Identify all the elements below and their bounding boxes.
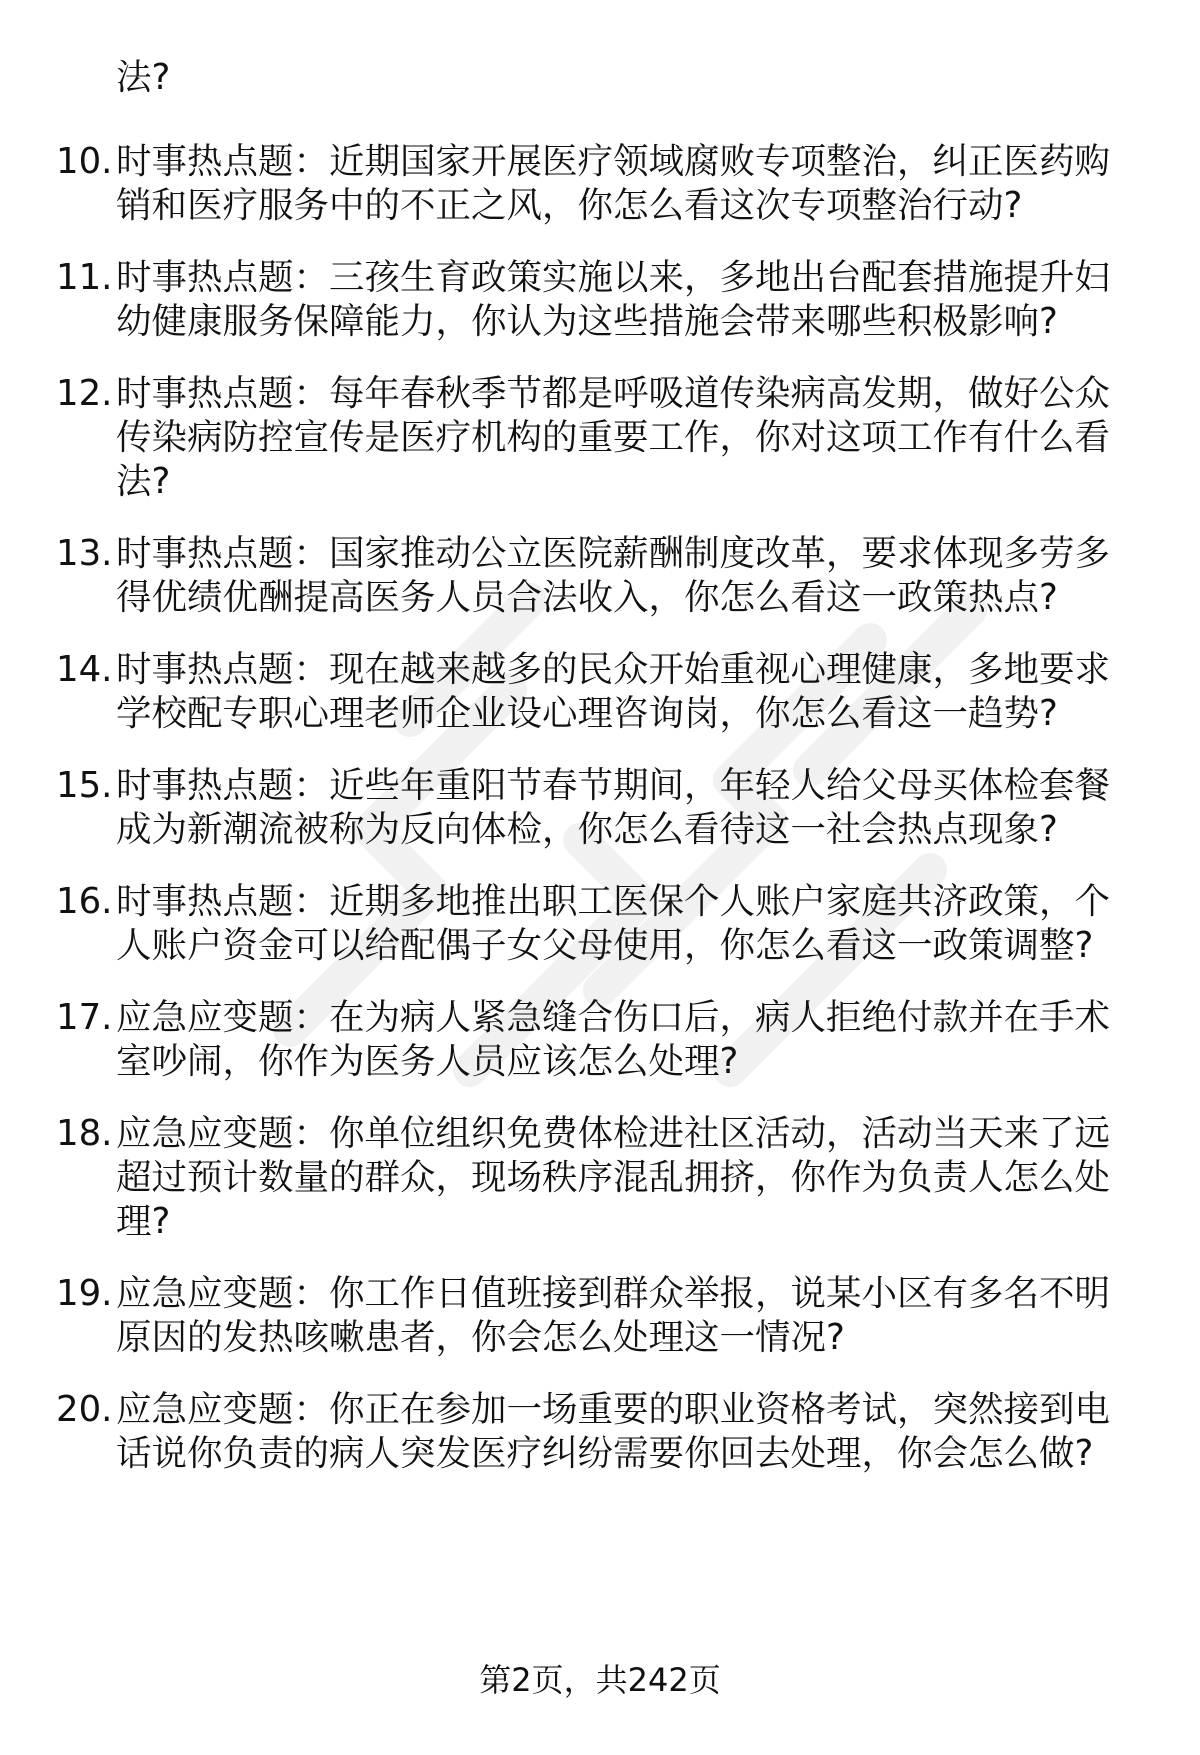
question-text-line: 得优绩优酬提高医务人员合法收入，你怎么看这一政策热点? [116,577,1058,618]
question-text-line: 应急应变题：你单位组织免费体检进社区活动，活动当天来了远 [116,1113,1111,1154]
question-number: 12. [56,373,113,414]
question-number: 18. [56,1113,113,1154]
question-text-line: 成为新潮流被称为反向体检，你怎么看待这一社会热点现象? [116,809,1058,850]
question-text-line: 应急应变题：在为病人紧急缝合伤口后，病人拒绝付款并在手术 [116,997,1111,1038]
question-number: 13. [56,533,113,574]
question-text-line: 幼健康服务保障能力，你认为这些措施会带来哪些积极影响? [116,301,1058,342]
question-text-line: 室吵闹，你作为医务人员应该怎么处理? [116,1041,739,1082]
question-number: 17. [56,997,113,1038]
question-number: 15. [56,765,113,806]
question-text-line: 时事热点题：近期国家开展医疗领域腐败专项整治，纠正医药购 [116,141,1111,182]
question-text-line: 话说你负责的病人突发医疗纠纷需要你回去处理，你会怎么做? [116,1433,1094,1474]
question-text-line: 学校配专职心理老师企业设心理咨询岗，你怎么看这一趋势? [116,693,1058,734]
question-number: 10. [56,141,113,182]
question-number: 14. [56,649,113,690]
question-text-line: 时事热点题：近些年重阳节春节期间，年轻人给父母买体检套餐 [116,765,1111,806]
question-text-line: 时事热点题：三孩生育政策实施以来，多地出台配套措施提升妇 [116,257,1111,298]
question-text-line: 理? [116,1201,171,1242]
question-text-line: 时事热点题：现在越来越多的民众开始重视心理健康，多地要求 [116,649,1111,690]
question-text-line: 人账户资金可以给配偶子女父母使用，你怎么看这一政策调整? [116,925,1094,966]
question-text-line: 应急应变题：你正在参加一场重要的职业资格考试，突然接到电 [116,1389,1111,1430]
question-text-line: 传染病防控宣传是医疗机构的重要工作，你对这项工作有什么看 [116,417,1111,458]
question-text-line: 时事热点题：国家推动公立医院薪酬制度改革，要求体现多劳多 [116,533,1111,574]
question-number: 11. [56,257,113,298]
question-number: 16. [56,881,113,922]
question-text-line: 法? [116,461,171,502]
question-text-line: 超过预计数量的群众，现场秩序混乱拥挤，你作为负责人怎么处 [116,1157,1111,1198]
question-text-line: 时事热点题：每年春秋季节都是呼吸道传染病高发期，做好公众 [116,373,1111,414]
page-footer: 第2页，共242页 [479,1661,721,1699]
continuation-text: 法? [116,57,171,98]
question-number: 19. [56,1273,113,1314]
question-text-line: 时事热点题：近期多地推出职工医保个人账户家庭共济政策，个 [116,881,1111,922]
question-text-line: 应急应变题：你工作日值班接到群众举报，说某小区有多名不明 [116,1273,1111,1314]
question-text-line: 销和医疗服务中的不正之风，你怎么看这次专项整治行动? [116,185,1023,226]
question-text-line: 原因的发热咳嗽患者，你会怎么处理这一情况? [116,1317,845,1358]
question-number: 20. [56,1389,113,1430]
